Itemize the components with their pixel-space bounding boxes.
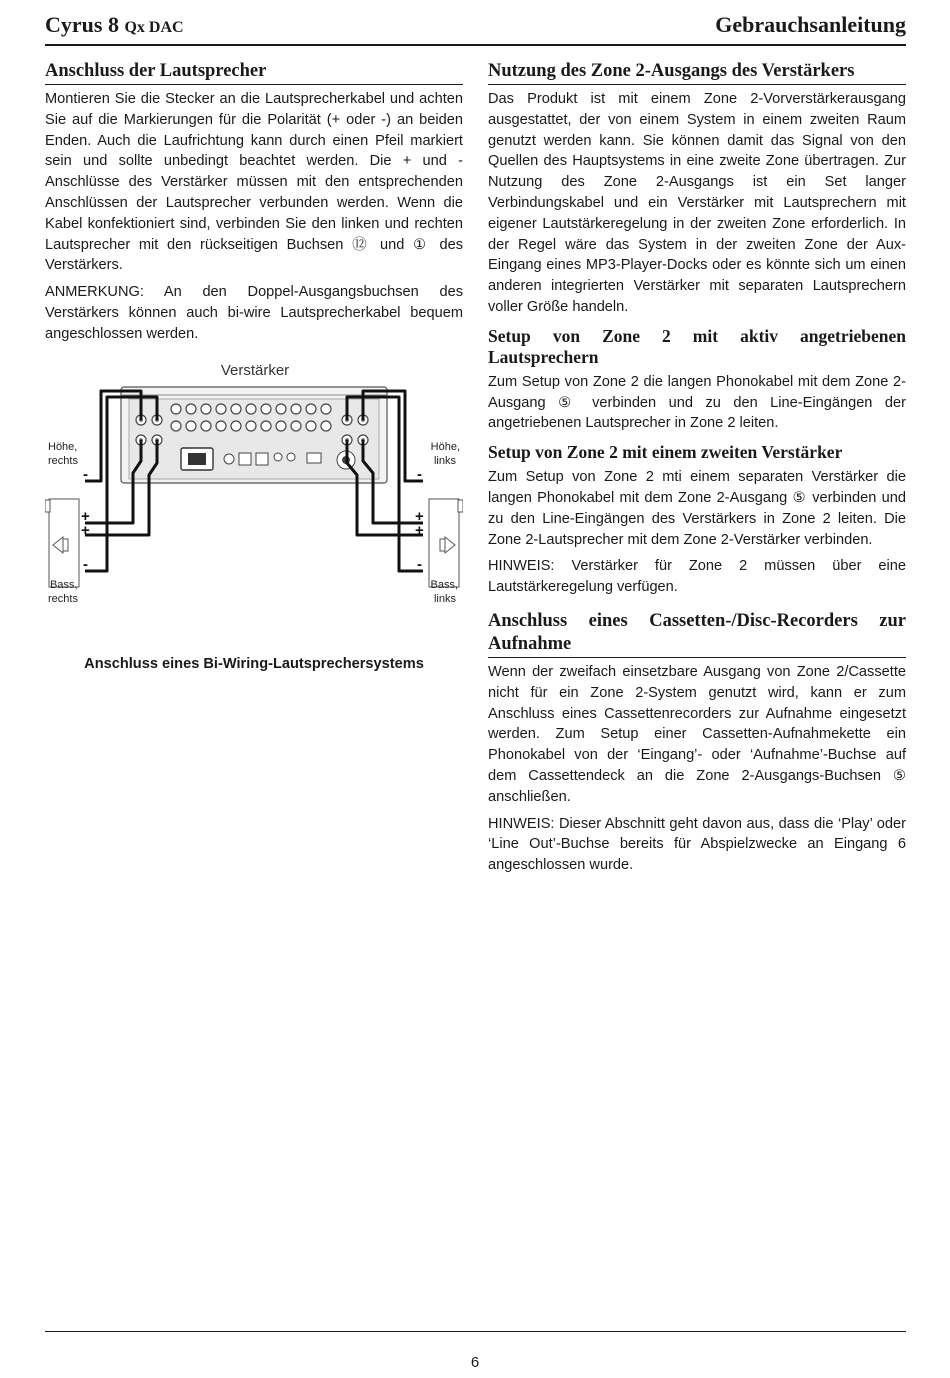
speakers-paragraph: Montieren Sie die Stecker an die Lautsprecherkabel und achten Sie auf die Markierungen für die Polarität (+ oder -) an beiden Enden. Auch die Laufrichtung kann durch einen Pfeil markiert sein und sollte unbedingt beachtet werden. Die + und - Anschlüsse des Verstärker müssen mit den entsprechenden Anschlüssen der Lautsprecher verbunden werden. Wenn die Kabel konfektioniert sind, verbinden Sie den linken und rechten Lautsprecher mit den rückseitigen Buchsen ⑫ und ① des Verstärkers. bbox=[45, 91, 463, 274]
label-high-left-2: links bbox=[433, 454, 456, 467]
document-title: Gebrauchsanleitung bbox=[715, 12, 906, 37]
recorder-paragraph: Wenn der zweifach einsetzbare Ausgang von Zone 2/Cassette nicht für ein Zone 2-System genutzt wird, kann er zum Anschluss eines Cassettenrecorders zur Aufnahme eingesetzt werden. Zum Setup einer Cassetten-Aufnahmekette ein Phonokabel von der ‘Eingang’- oder ‘Aufnahme’-Buchse auf dem Cassettendeck an die Zone 2-Ausgangs-Buchsen ⑤ anschließen. bbox=[488, 663, 906, 805]
plus-mark: + bbox=[81, 521, 90, 539]
product-name: Cyrus 8 Qx DAC bbox=[45, 12, 184, 37]
label-high-right-2: rechts bbox=[48, 454, 78, 467]
second-amp-note: HINWEIS: Verstärker für Zone 2 müssen über eine Lautstärkeregelung verfügen. bbox=[488, 558, 906, 596]
label-bass-left-2: links bbox=[433, 592, 456, 605]
label-high-right: Höhe, bbox=[48, 440, 78, 453]
subheading-second-amp: Setup von Zone 2 mit einem zweiten Verstärker bbox=[488, 442, 843, 463]
right-column bbox=[488, 60, 906, 882]
recorder-note: HINWEIS: Dieser Abschnitt geht davon aus, dass die ‘Play’ oder ‘Line Out’-Buchse bereits für Abspielzwecke an Eingang 6 angeschlossen wurde. bbox=[488, 815, 906, 874]
minus-mark: - bbox=[83, 555, 88, 573]
subheading-active-speakers: Setup von Zone 2 mit aktiv angetriebenen Lautsprechern bbox=[488, 325, 906, 367]
speakers-note: ANMERKUNG: An den Doppel-Ausgangsbuchsen des Verstärkers können auch bi-wire Lautsprecherkabel bequem angeschlossen werden. bbox=[45, 284, 463, 342]
product-sub: Qx DAC bbox=[124, 19, 184, 36]
label-high-left: Höhe, bbox=[430, 440, 460, 453]
section-heading-speakers: Anschluss der Lautsprecher bbox=[45, 60, 463, 85]
minus-mark: - bbox=[417, 555, 422, 573]
biwiring-diagram bbox=[45, 353, 463, 672]
minus-mark: - bbox=[83, 465, 88, 483]
label-bass-right: Bass, bbox=[50, 578, 78, 591]
page-header bbox=[45, 10, 906, 46]
amp-label: Verstärker bbox=[220, 361, 290, 379]
second-amp-paragraph: Zum Setup von Zone 2 mti einem separaten Verstärker die langen Phonokabel mit dem Zone 2-Ausgang ⑤ verbinden und zu den Line-Eingängen des Verstärkers in Zone 2 leiten. Die Zone 2-Lautsprecher mit dem Zone 2-Verstärker verbinden. bbox=[488, 469, 906, 548]
speaker-left-channel bbox=[429, 499, 463, 587]
plus-mark: + bbox=[81, 507, 90, 525]
left-column bbox=[45, 60, 463, 672]
active-speakers-paragraph: Zum Setup von Zone 2 die langen Phonokabel mit dem Zone 2-Ausgang ⑤ verbinden und zu den Line-Eingängen der angetriebenen Lautsprecher in Zone 2 leiten. bbox=[488, 373, 906, 432]
speaker-right-channel bbox=[45, 499, 79, 587]
page-number: 6 bbox=[470, 1354, 480, 1371]
minus-mark: - bbox=[417, 465, 422, 483]
section-heading-zone2: Nutzung des Zone 2-Ausgangs des Verstärkers bbox=[488, 60, 906, 85]
label-bass-right-2: rechts bbox=[48, 592, 78, 605]
footer-rule bbox=[45, 1331, 906, 1332]
plus-mark: + bbox=[415, 521, 424, 539]
section-heading-recorder: Anschluss eines Cassetten-/Disc-Recorders zur Aufnahme bbox=[488, 610, 906, 658]
label-bass-left: Bass, bbox=[430, 578, 458, 591]
diagram-caption: Anschluss eines Bi-Wiring-Lautsprechersystems bbox=[84, 655, 424, 672]
biwiring-diagram-svg bbox=[45, 353, 463, 643]
plus-mark: + bbox=[415, 507, 424, 525]
zone2-paragraph: Das Produkt ist mit einem Zone 2-Vorverstärkerausgang ausgestattet, der von einem System in einem zweiten Raum genutzt werden kann. Sie können damit das Signal von den Quellen des Hauptsystems in eine zweite Zone übertragen. Zur Nutzung des Zone 2-Ausgangs ist ein Set langer Verbindungskabel und ein Verstärker mit Lautsprechern mit eigener Lautstärkeregelung in der zweiten Zone erforderlich. In der Regel wäre das System in der zweiten Zone der Aux-Eingang eines MP3-Player-Docks oder es könnte sich um einen anderen integrierten Verstärker mit separaten Lautsprechern voller Größe handeln. bbox=[488, 91, 906, 315]
